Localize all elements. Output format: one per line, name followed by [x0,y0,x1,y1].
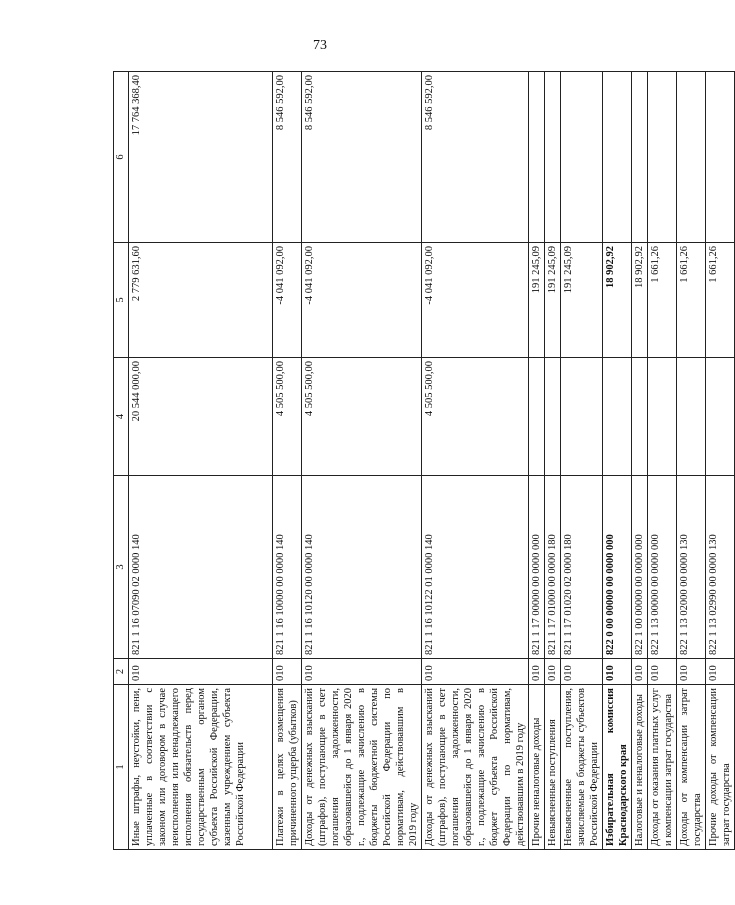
table-row [273,72,302,850]
column-header: 3 [114,476,129,659]
table-row [632,72,648,850]
cell-code: 010 [422,659,529,685]
cell-c4 [545,358,561,476]
cell-code: 010 [632,659,648,685]
cell-c6 [632,72,648,243]
cell-code: 010 [302,659,422,685]
cell-kbk: 821 1 16 10000 00 0000 140 [273,476,302,659]
cell-c5: -4 041 092,00 [422,243,529,358]
column-header: 4 [114,358,129,476]
cell-kbk: 822 1 13 02000 00 0000 130 [677,476,706,659]
cell-c6 [677,72,706,243]
cell-name: Налоговые и неналоговые доходы [632,685,648,850]
cell-c4: 4 505 500,00 [422,358,529,476]
cell-c4 [648,358,677,476]
cell-kbk: 822 1 13 00000 00 0000 000 [648,476,677,659]
cell-c5: 191 245,09 [529,243,545,358]
table-row [302,72,422,850]
table-row [129,72,273,850]
column-header: 1 [114,685,129,850]
cell-name: Доходы от денежных взысканий (штрафов), поступающие в счет погашения задолженности, образовавшейся до 1 января 2020 г., подлежащие зачислению в бюджет субъекта Российской Федерации по нормативам, действовавшим в 2019 году [422,685,529,850]
cell-c4: 4 505 500,00 [302,358,422,476]
cell-c6: 8 546 592,00 [302,72,422,243]
cell-c5: 1 661,26 [677,243,706,358]
cell-code: 010 [677,659,706,685]
column-header: 6 [114,72,129,243]
cell-c4 [632,358,648,476]
cell-c4 [529,358,545,476]
cell-kbk: 821 1 16 10120 00 0000 140 [302,476,422,659]
cell-kbk: 821 1 16 10122 01 0000 140 [422,476,529,659]
cell-kbk: 822 1 00 00000 00 0000 000 [632,476,648,659]
cell-code: 010 [561,659,603,685]
cell-code: 010 [529,659,545,685]
cell-name: Доходы от оказания платных услуг и компенсации затрат государства [648,685,677,850]
cell-c6: 8 546 592,00 [273,72,302,243]
cell-name: Доходы от денежных взысканий (штрафов), поступающие в счет погашения задолженности, образовавшейся до 1 января 2020 г., подлежащие зачислению в бюджеты бюджетной системы Российской Федерации по нормативам, действовавшим в 2019 году [302,685,422,850]
cell-kbk: 822 1 13 02990 00 0000 130 [706,476,735,659]
cell-code: 010 [706,659,735,685]
cell-kbk: 822 0 00 00000 00 0000 000 [603,476,632,659]
cell-code: 010 [129,659,273,685]
cell-c4: 4 505 500,00 [273,358,302,476]
page-number: 73 [313,38,327,53]
cell-kbk: 821 1 17 01020 02 0000 180 [561,476,603,659]
header-row [114,72,129,850]
cell-code: 010 [545,659,561,685]
revenue-table [113,71,735,850]
column-header: 2 [114,659,129,685]
cell-c5: 18 902,92 [632,243,648,358]
cell-c6 [706,72,735,243]
table-row [648,72,677,850]
cell-c4 [677,358,706,476]
cell-c5: 1 661,26 [648,243,677,358]
cell-kbk: 821 1 16 07090 02 0000 140 [129,476,273,659]
cell-name: Платежи в целях возмещения причиненного ущерба (убытков) [273,685,302,850]
cell-c5: 191 245,09 [545,243,561,358]
cell-c5: 191 245,09 [561,243,603,358]
cell-name: Доходы от компенсации затрат государства [677,685,706,850]
cell-code: 010 [603,659,632,685]
table-row [545,72,561,850]
cell-c4 [603,358,632,476]
table-row [561,72,603,850]
table-row [603,72,632,850]
cell-kbk: 821 1 17 00000 00 0000 000 [529,476,545,659]
table-row [706,72,735,850]
cell-name: Иные штрафы, неустойки, пени, уплаченные в соответствии с законом или договором в случае неисполнения или ненадлежащего исполнения обязательств перед государственным органом субъекта Российской Федерации, казенным учреждением субъекта Российской Федерации [129,685,273,850]
cell-kbk: 821 1 17 01000 00 0000 180 [545,476,561,659]
cell-c6 [603,72,632,243]
rotated-table-container [113,72,732,850]
cell-c4 [561,358,603,476]
table-row [422,72,529,850]
cell-name: Невыясненные поступления, зачисляемые в бюджеты субъектов Российской Федерации [561,685,603,850]
cell-c6 [545,72,561,243]
cell-c5: -4 041 092,00 [273,243,302,358]
cell-name: Прочие доходы от компенсации затрат государства [706,685,735,850]
cell-code: 010 [648,659,677,685]
cell-c5: 2 779 631,60 [129,243,273,358]
column-header: 5 [114,243,129,358]
cell-c5: -4 041 092,00 [302,243,422,358]
cell-c6: 8 546 592,00 [422,72,529,243]
cell-c6 [561,72,603,243]
cell-c4 [706,358,735,476]
table-row [529,72,545,850]
cell-c6: 17 764 368,40 [129,72,273,243]
cell-c4: 20 544 000,00 [129,358,273,476]
table-row [677,72,706,850]
cell-name: Невыясненные поступления [545,685,561,850]
cell-name: Прочие неналоговые доходы [529,685,545,850]
cell-c5: 1 661,26 [706,243,735,358]
cell-name: Избирательная комиссия Краснодарского края [603,685,632,850]
cell-c6 [529,72,545,243]
cell-code: 010 [273,659,302,685]
cell-c5: 18 902,92 [603,243,632,358]
cell-c6 [648,72,677,243]
